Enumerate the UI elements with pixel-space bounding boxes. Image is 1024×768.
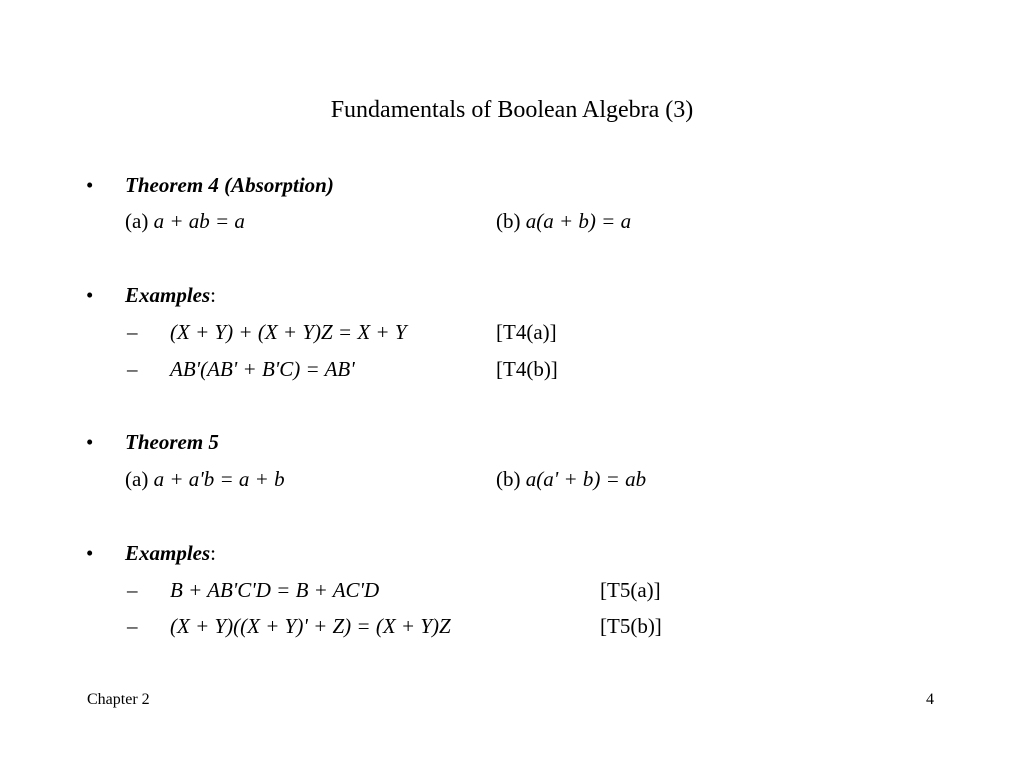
examples-heading (125, 281, 216, 309)
theorem-5-heading: Theorem 5 (125, 430, 219, 454)
theorem-5-part-b (496, 465, 646, 493)
bullet-marker: • (86, 541, 94, 565)
bullet-marker: • (86, 173, 94, 197)
theorem-4-part-b (496, 207, 631, 235)
part-b-expression: a(a + b) = a (525, 209, 632, 233)
dash-marker: – (127, 614, 138, 638)
theorem-4-heading: Theorem 4 (Absorption) (125, 173, 334, 197)
part-b-label: (b) (496, 467, 526, 491)
part-b-expression: a(a' + b) = ab (525, 467, 647, 491)
theorem-5-part-a (125, 465, 285, 493)
bullet-marker: • (86, 430, 94, 454)
part-a-expression: a + a'b = a + b (153, 467, 285, 491)
example-reference: [T4(a)] (496, 320, 557, 344)
slide-title: Fundamentals of Boolean Algebra (3) (330, 97, 694, 123)
example-expression: (X + Y) + (X + Y)Z = X + Y (170, 320, 407, 344)
footer-chapter: Chapter 2 (87, 691, 150, 708)
dash-marker: – (127, 357, 138, 381)
theorem-4-part-a (125, 207, 245, 235)
example-expression: B + AB'C'D = B + AC'D (170, 578, 380, 602)
part-a-label: (a) (125, 467, 154, 491)
examples-heading-colon: : (210, 541, 217, 565)
footer-page-number: 4 (926, 691, 934, 708)
dash-marker: – (127, 320, 138, 344)
examples-heading-colon: : (210, 283, 217, 307)
example-reference: [T4(b)] (496, 357, 558, 381)
example-expression: (X + Y)((X + Y)' + Z) = (X + Y)Z (170, 614, 451, 638)
part-a-label: (a) (125, 209, 154, 233)
dash-marker: – (127, 578, 138, 602)
examples-heading-text: Examples (125, 541, 211, 565)
examples-heading (125, 539, 216, 567)
part-b-label: (b) (496, 209, 526, 233)
examples-heading-text: Examples (125, 283, 211, 307)
example-reference: [T5(b)] (600, 614, 662, 638)
part-a-expression: a + ab = a (153, 209, 245, 233)
example-reference: [T5(a)] (600, 578, 661, 602)
bullet-marker: • (86, 283, 94, 307)
example-expression: AB'(AB' + B'C) = AB' (170, 357, 355, 381)
